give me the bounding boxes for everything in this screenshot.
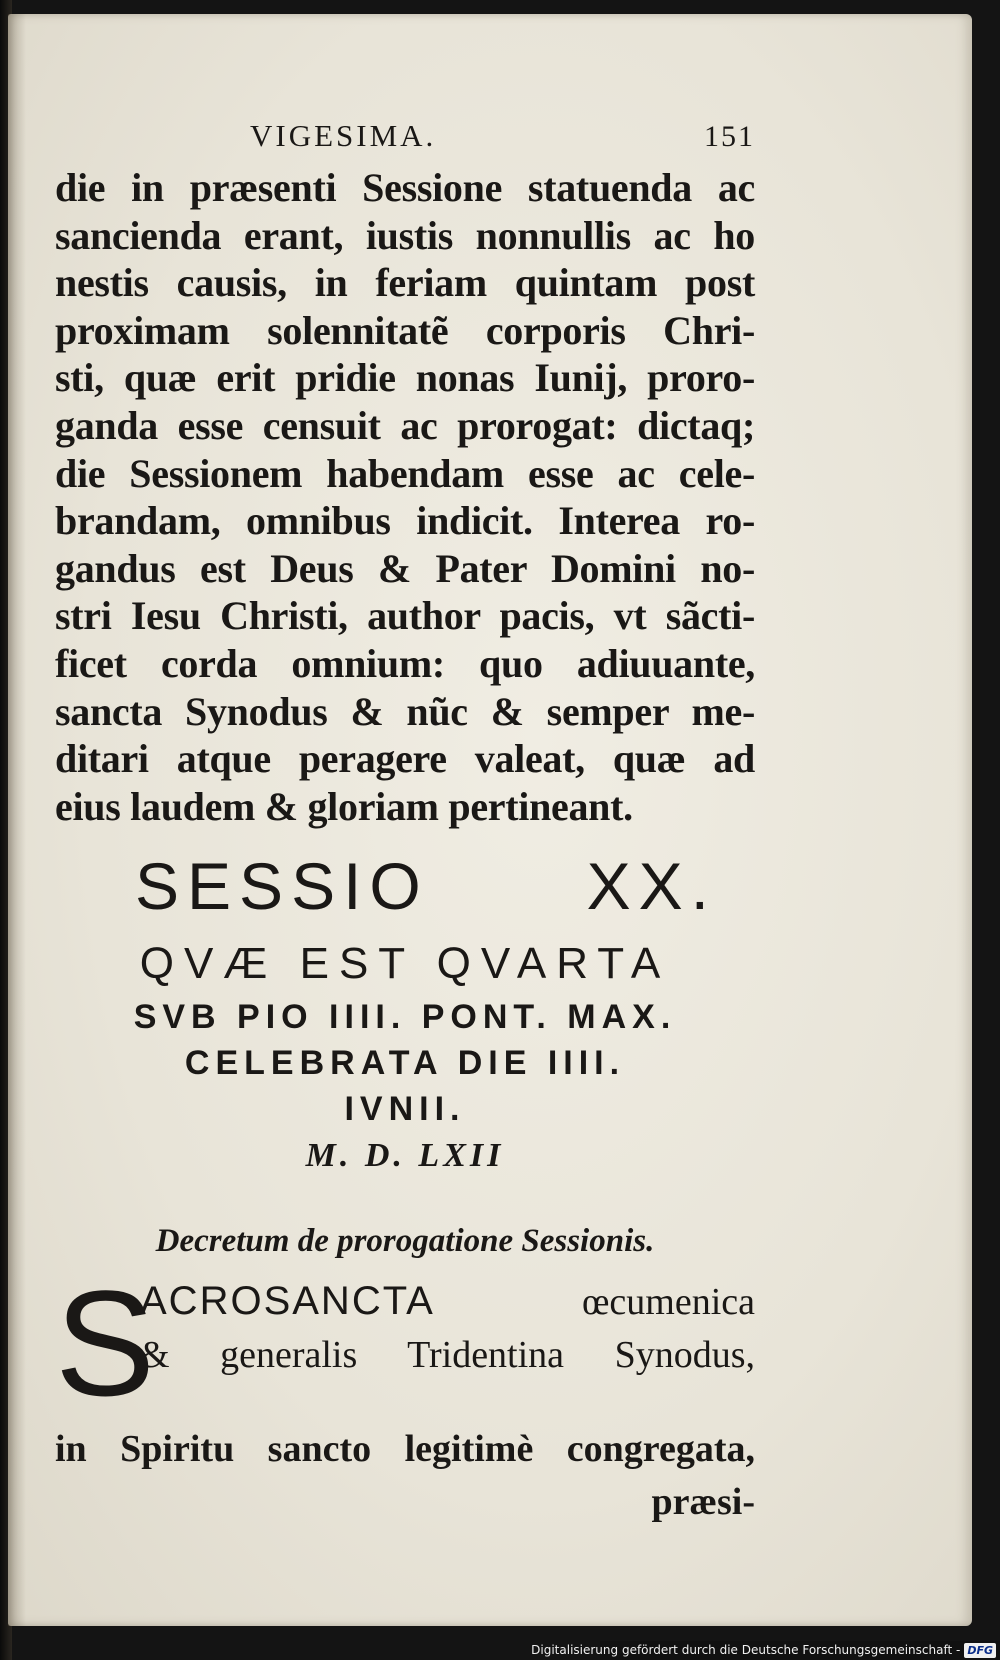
text-line: brandam, omnibus indicit. Interea ro-	[55, 498, 755, 544]
text-line: proximam solennitatẽ corporis Chri-	[55, 307, 755, 353]
body-paragraph	[55, 164, 755, 830]
decree-opening	[55, 1259, 755, 1428]
text-line: stri Iesu Christi, author pacis, vt sãcti-	[55, 593, 755, 639]
running-title: VIGESIMA.	[250, 118, 437, 153]
credit-text: Digitalisierung gefördert durch die Deutsche Forschungsgemeinschaft -	[531, 1643, 961, 1657]
text-line: in Spiritu sancto legitimè congregata,	[55, 1428, 755, 1471]
session-year: M. D. LXII	[305, 1137, 505, 1175]
page-number: 151	[704, 120, 755, 153]
initial-line: & generalis Tridentina Synodus,	[140, 1334, 755, 1377]
initial-line	[140, 1274, 755, 1328]
page-text	[55, 110, 755, 1530]
text-line: die in præsenti Sessione statuenda ac	[55, 165, 755, 210]
text-line: ditari atque peragere valeat, quæ ad	[55, 736, 755, 782]
drop-initial: S	[55, 1259, 156, 1428]
text-line: ganda esse censuit ac prorogat: dictaq;	[55, 402, 755, 448]
session-word: SESSIO	[135, 849, 429, 924]
subtitle-line: SVB PIO IIII. PONT. MAX.	[133, 998, 677, 1037]
session-subtitle: QVÆ EST QVARTA	[139, 939, 671, 989]
text-line: gandus est Deus & Pater Domini no-	[55, 545, 755, 591]
initial-line-rest: œcumenica	[581, 1281, 755, 1324]
subtitle-line: IVNII.	[344, 1090, 466, 1129]
text-line: sancta Synodus & nũc & semper me-	[55, 688, 755, 734]
initial-lead-word: ACROSANCTA	[140, 1279, 435, 1324]
text-line: eius laudem & gloriam pertineant.	[55, 783, 633, 829]
running-head	[55, 110, 755, 164]
text-line: die Sessionem habendam esse ac cele-	[55, 450, 755, 496]
text-line: sti, quæ erit pridie nonas Iunij, proro-	[55, 355, 755, 401]
decree-heading: Decretum de prorogatione Sessionis.	[155, 1223, 655, 1260]
text-line: nestis causis, in feriam quintam post	[55, 260, 755, 306]
subtitle-line: CELEBRATA DIE IIII.	[184, 1044, 626, 1083]
dfg-logo: DFG	[964, 1643, 996, 1658]
text-line: ficet corda omnium: quo adiuuante,	[55, 640, 755, 686]
session-heading	[55, 846, 755, 926]
session-number: XX.	[586, 849, 717, 924]
catchword: præsi-	[651, 1481, 755, 1524]
page-gutter-shadow	[8, 14, 26, 1626]
text-line: sancienda erant, iustis nonnullis ac ho	[55, 212, 755, 258]
digitization-credit-bar	[531, 1641, 1000, 1660]
